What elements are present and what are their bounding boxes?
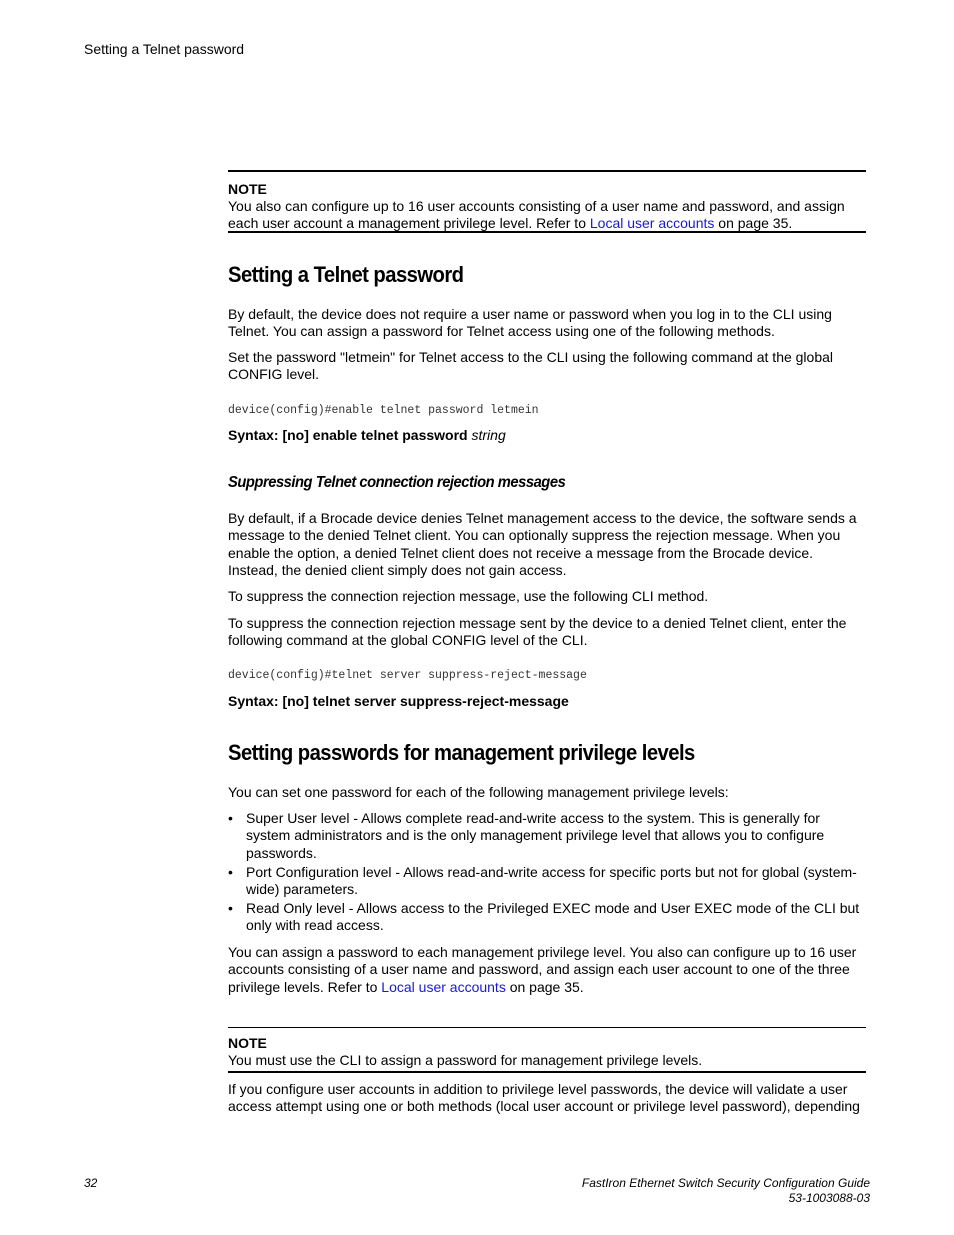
code-example: device(config)#telnet server suppress-reject-message bbox=[228, 669, 587, 682]
note-label: NOTE bbox=[228, 1035, 267, 1051]
note-box bbox=[228, 170, 866, 233]
paragraph: If you configure user accounts in addition to privilege level passwords, the device will validate a user access attempt using one or both methods (local user account or privilege level password), depending bbox=[228, 1081, 860, 1115]
document-title: FastIron Ethernet Switch Security Configuration Guide bbox=[581, 1176, 870, 1190]
paragraph: You can set one password for each of the following management privilege levels: bbox=[228, 784, 729, 800]
bullet-text: Port Configuration level - Allows read-and-write access for specific ports but not for global (system-wide) parameters. bbox=[246, 864, 857, 898]
paragraph bbox=[228, 944, 866, 996]
bullet-text: Super User level - Allows complete read-and-write access to the system. This is generally for system administrators and is the only management privilege level that allows you to configure passwords. bbox=[246, 810, 825, 861]
syntax-parameter: string bbox=[471, 427, 506, 443]
bullet-text: Read Only level - Allows access to the Privileged EXEC mode and User EXEC mode of the CLI but only with read access. bbox=[246, 900, 860, 934]
code-example: device(config)#enable telnet password letmein bbox=[228, 404, 539, 417]
page-number: 32 bbox=[84, 1176, 98, 1190]
paragraph-text-b: on page 35. bbox=[505, 978, 584, 995]
paragraph: By default, if a Brocade device denies Telnet management access to the device, the software sends a message to the denied Telnet client. You can optionally suppress the rejection message. When you enable the option, a denied Telnet client does not receive a message from the Brocade device. Instead, the denied client simply does not gain access. bbox=[228, 510, 857, 578]
paragraph: Set the password "letmein" for Telnet access to the CLI using the following command at the global CONFIG level. bbox=[228, 349, 834, 383]
note-text-a: You also can configure up to 16 user accounts consisting of a user name and password, and assign each user account a management privilege level. Refer to bbox=[228, 198, 845, 231]
note-text bbox=[228, 198, 866, 231]
note-label: NOTE bbox=[228, 181, 267, 197]
syntax-line bbox=[228, 427, 866, 443]
bullet-marker: • bbox=[228, 864, 233, 880]
document-number: 53-1003088-03 bbox=[788, 1191, 870, 1205]
bullet-marker: • bbox=[228, 810, 233, 826]
subsection-title-suppress-rejection: Suppressing Telnet connection rejection messages bbox=[228, 474, 566, 491]
note-box bbox=[228, 1027, 866, 1073]
section-title-telnet-password: Setting a Telnet password bbox=[228, 262, 464, 287]
local-user-accounts-link[interactable]: Local user accounts bbox=[589, 214, 715, 231]
syntax-command: Syntax: [no] enable telnet password bbox=[228, 427, 472, 443]
note-text-b: on page 35. bbox=[714, 214, 793, 231]
local-user-accounts-link[interactable]: Local user accounts bbox=[381, 978, 506, 995]
running-header: Setting a Telnet password bbox=[84, 41, 245, 57]
paragraph-text-a: You can assign a password to each management privilege level. You also can configure up to 16 user accounts consisting of a user name and password, and assign each user account to one of the three privilege levels. Refer to bbox=[228, 944, 857, 995]
paragraph: To suppress the connection rejection message sent by the device to a denied Telnet client, enter the following command at the global CONFIG level of the CLI. bbox=[228, 615, 847, 649]
paragraph: By default, the device does not require a user name or password when you log in to the CLI using Telnet. You can assign a password for Telnet access using one of the following methods. bbox=[228, 306, 832, 340]
paragraph: To suppress the connection rejection message, use the following CLI method. bbox=[228, 588, 709, 604]
syntax-line: Syntax: [no] telnet server suppress-reject-message bbox=[228, 693, 569, 709]
bullet-item bbox=[228, 810, 866, 862]
section-title-privilege-passwords: Setting passwords for management privilege levels bbox=[228, 740, 695, 765]
bullet-marker: • bbox=[228, 900, 233, 916]
bullet-item bbox=[228, 864, 866, 899]
bullet-item bbox=[228, 900, 866, 935]
note-text: You must use the CLI to assign a password for management privilege levels. bbox=[228, 1052, 703, 1068]
